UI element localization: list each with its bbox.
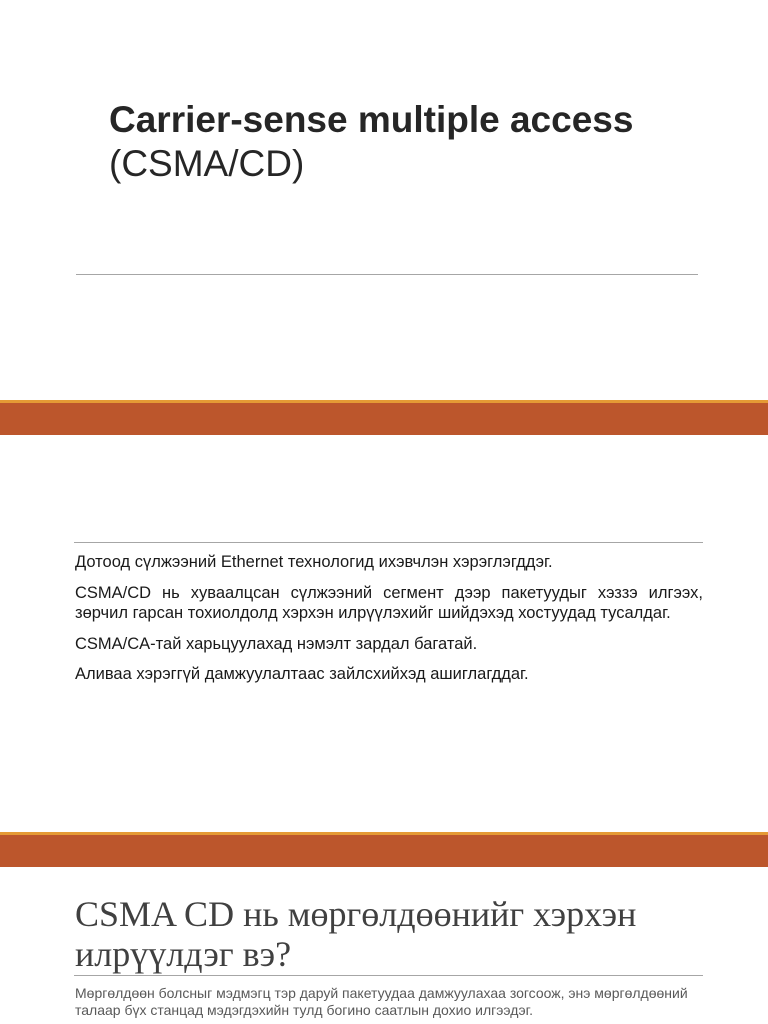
list-item: CSMA/CA-тай харьцуулахад нэмэлт зардал багатай.: [75, 634, 478, 653]
title-divider: [76, 274, 698, 275]
list-item: Дотоод сүлжээний Ethernet технологид ихэвчлэн хэрэглэгддэг.: [75, 553, 553, 571]
subtitle-text: (CSMA/CD): [109, 143, 305, 184]
slide-separator-band: [0, 832, 768, 867]
slide-title: [0, 0, 768, 400]
bullet-list: [75, 552, 703, 695]
list-item: CSMA/CD нь хуваалцсан сүлжээний сегмент дээр пакетуудыг хэззэ илгээх, зөрчил гарсан тохиолдолд хэрхэн илрүүлэхийг шийдэхэд хостуудад тусалдаг.: [75, 583, 703, 622]
slide-title-heading: [109, 98, 709, 186]
title-text: Carrier-sense multiple access: [109, 99, 634, 140]
slide-heading: CSMA CD нь мөргөлдөөнийг хэрхэн илрүүлдэг вэ?: [75, 894, 637, 974]
heading-divider: [74, 975, 703, 976]
content-divider: [74, 542, 703, 543]
slide-separator-band: [0, 400, 768, 435]
list-item: Аливаа хэрэггүй дамжуулалтаас зайлсхийхэд ашиглагддаг.: [75, 665, 529, 683]
slide-body-text: Мөргөлдөөн болсныг мэдмэгц тэр даруй пакетуудаа дамжуулахаа зогсоож, энэ мөргөлдөөний талаар бүх станцад мэдэгдэхийн тулд богино саатлын дохио илгээдэг.: [75, 985, 688, 1018]
